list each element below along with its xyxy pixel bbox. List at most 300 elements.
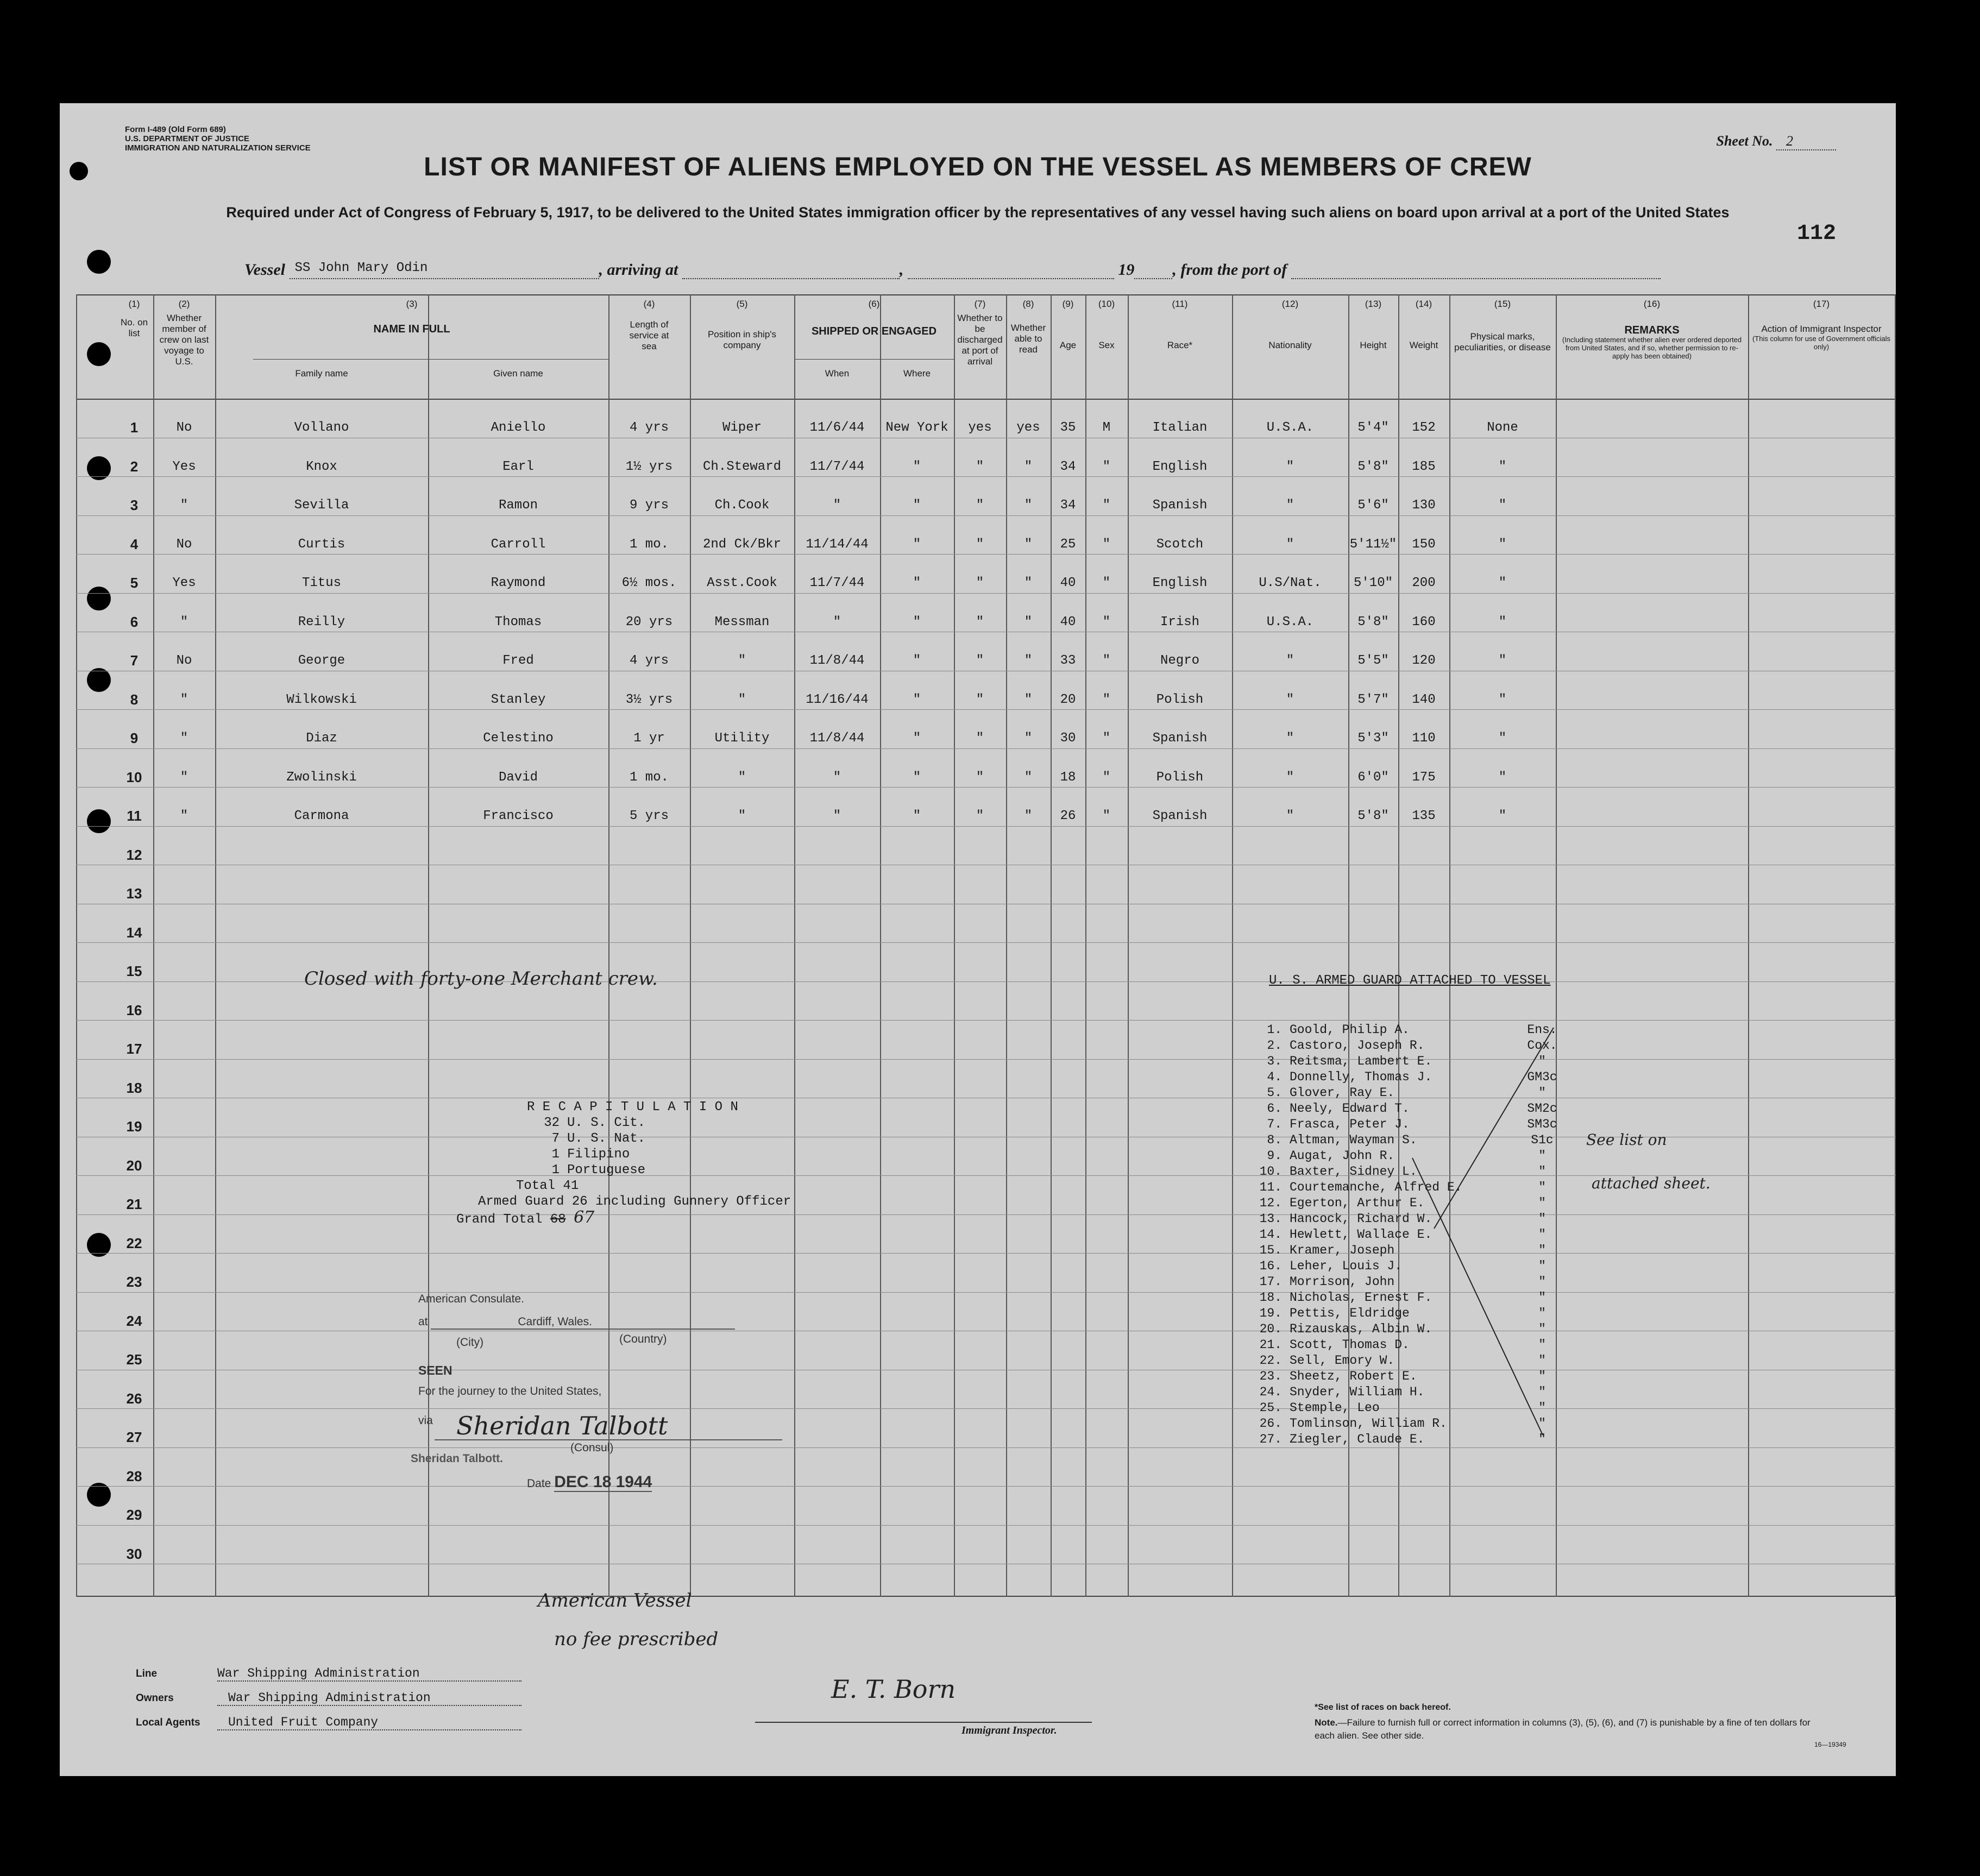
guard-rank: GM3c: [1527, 1070, 1557, 1084]
guard-number: 20.: [1259, 1322, 1282, 1336]
cell-position: Messman: [714, 614, 770, 629]
guard-number: 22.: [1259, 1354, 1282, 1368]
col5-header: (5) Position in ship's company: [707, 299, 777, 350]
guard-rank: ": [1538, 1338, 1546, 1352]
cell-position: Asst.Cook: [707, 576, 777, 590]
row-number: 14: [126, 924, 142, 941]
guard-rank: ": [1538, 1149, 1546, 1163]
row-number: 16: [126, 1002, 142, 1018]
consulate-stamp-consul-label: (Consul): [570, 1441, 614, 1454]
cell-sex: M: [1102, 420, 1111, 435]
consulate-stamp-rule: [435, 1439, 782, 1440]
guard-name: Rizauskas, Albin W.: [1290, 1322, 1432, 1336]
guard-name: Nicholas, Ernest F.: [1290, 1290, 1432, 1305]
cell-height: 5'8": [1357, 614, 1389, 629]
row-number: 5: [130, 575, 139, 591]
col14-header: (14) Weight: [1409, 299, 1438, 350]
row-number: 29: [126, 1507, 142, 1523]
col11-header: (11) Race*: [1167, 299, 1193, 350]
cell-sex: ": [1102, 653, 1111, 668]
guard-name: Ziegler, Claude E.: [1290, 1432, 1425, 1446]
cell-given: Thomas: [494, 614, 542, 629]
guard-name: Sheetz, Robert E.: [1290, 1369, 1417, 1383]
row-number: 26: [126, 1390, 142, 1407]
col8-header: (8) Whether able to read: [1010, 299, 1046, 355]
cell-where: ": [913, 653, 921, 668]
recap-count: 7: [551, 1131, 560, 1146]
footer-local-agents: Local Agents United Fruit Company: [136, 1715, 521, 1730]
races-note: *See list of races on back hereof.: [1315, 1703, 1451, 1712]
guard-name: Neely, Edward T.: [1290, 1101, 1410, 1116]
column-line: [1128, 294, 1129, 1597]
cell-read: ": [1024, 731, 1033, 746]
cell-where: ": [913, 770, 921, 785]
row-number: 28: [126, 1468, 142, 1484]
row-number: 4: [130, 536, 139, 552]
cell-position: ": [738, 809, 746, 823]
recap-label: Portuguese: [567, 1163, 646, 1178]
crew-table: [76, 294, 1896, 1650]
footer-owners: Owners War Shipping Administration: [136, 1690, 521, 1706]
guard-name: Tomlinson, William R.: [1290, 1417, 1447, 1431]
cell-sex: ": [1102, 731, 1111, 746]
cell-weight: 200: [1412, 576, 1436, 590]
guard-number: 21.: [1259, 1338, 1282, 1352]
cell-marks: ": [1498, 770, 1507, 785]
cell-service: 20 yrs: [625, 614, 673, 629]
cell-when: ": [833, 809, 841, 823]
vessel-label: Vessel: [244, 261, 285, 279]
cell-service: 3½ yrs: [625, 692, 673, 707]
cell-family: Sevilla: [294, 498, 349, 513]
guard-rank: ": [1538, 1401, 1546, 1415]
column-line: [1085, 294, 1086, 1597]
guard-rank: ": [1538, 1212, 1546, 1226]
cell-sex: ": [1102, 770, 1111, 785]
row-number: 6: [130, 613, 139, 630]
cell-age: 35: [1060, 420, 1076, 435]
guard-rank: ": [1538, 1054, 1546, 1068]
column-line: [1006, 294, 1007, 1597]
cell-height: 5'11½": [1349, 537, 1397, 552]
footer-line: Line War Shipping Administration: [136, 1666, 521, 1682]
guard-name: Hancock, Richard W.: [1290, 1212, 1432, 1226]
where-header: Where: [903, 368, 931, 379]
guard-rank: ": [1538, 1432, 1546, 1446]
vessel-line: Vessel SS John Mary Odin , arriving at , 19 , from the port of: [244, 261, 1661, 279]
guard-name: Courtemanche, Alfred E.: [1290, 1180, 1462, 1194]
cell-given: Aniello: [491, 420, 546, 435]
cell-where: ": [913, 731, 921, 746]
cell-where: ": [913, 459, 921, 474]
row-number: 30: [126, 1545, 142, 1562]
guard-rank: ": [1538, 1354, 1546, 1368]
cell-family: Knox: [306, 459, 337, 474]
guard-number: 15.: [1259, 1243, 1282, 1257]
row-number: 20: [126, 1157, 142, 1174]
cell-discharged: ": [976, 653, 984, 668]
cell-family: George: [298, 653, 345, 668]
guard-number: 1.: [1267, 1023, 1282, 1037]
guard-rank: ": [1538, 1243, 1546, 1257]
row-number: 1: [130, 419, 139, 436]
inspector-signature: E. T. Born: [831, 1674, 956, 1704]
remarks-note-line1: See list on: [1586, 1131, 1667, 1149]
recap-line: [456, 1115, 791, 1131]
cell-age: 40: [1060, 614, 1076, 629]
guard-rank: ": [1538, 1196, 1546, 1210]
cell-when: 11/7/44: [809, 459, 865, 474]
row-number: 13: [126, 885, 142, 902]
cell-race: English: [1152, 576, 1208, 590]
cell-when: 11/16/44: [806, 692, 869, 707]
cell-age: 18: [1060, 770, 1076, 785]
cell-position: ": [738, 692, 746, 707]
guard-number: 18.: [1259, 1290, 1282, 1305]
consulate-stamp-at: at Cardiff, Wales.: [418, 1315, 735, 1330]
cell-read: ": [1024, 770, 1033, 785]
cell-read: ": [1024, 576, 1033, 590]
guard-name: Reitsma, Lambert E.: [1290, 1054, 1432, 1068]
guard-number: 16.: [1259, 1259, 1282, 1273]
cell-weight: 140: [1412, 692, 1436, 707]
shipped-subheader-line: [794, 359, 954, 360]
sheet-value: 2: [1786, 133, 1793, 149]
recap-grand-total: Grand Total 68 67: [456, 1208, 595, 1227]
cell-last-voyage: ": [180, 498, 188, 513]
row-line: [76, 709, 1896, 710]
cell-where: ": [913, 498, 921, 513]
cell-service: 6½ mos.: [621, 576, 677, 590]
cell-read: yes: [1016, 420, 1040, 435]
row-line: [76, 1020, 1896, 1021]
cell-position: Utility: [714, 731, 770, 746]
recap-line: [456, 1147, 791, 1162]
guard-rank: ": [1538, 1164, 1546, 1179]
cell-family: Wilkowski: [286, 692, 357, 707]
row-line: [76, 593, 1896, 594]
row-number: 7: [130, 652, 139, 669]
guard-number: 13.: [1259, 1212, 1282, 1226]
service-name: IMMIGRATION AND NATURALIZATION SERVICE: [125, 143, 311, 153]
form-identifier: [125, 125, 311, 153]
guard-rank: Ens.: [1527, 1023, 1557, 1037]
guard-name: Sell, Emory W.: [1290, 1354, 1395, 1368]
recap-title: R E C A P I T U L A T I O N: [527, 1100, 738, 1115]
given-name-header: Given name: [493, 368, 543, 379]
cell-read: ": [1024, 809, 1033, 823]
cell-read: ": [1024, 498, 1033, 513]
col13-header: (13) Height: [1360, 299, 1387, 350]
guard-number: 26.: [1259, 1417, 1282, 1431]
arriving-value: [682, 261, 900, 279]
cell-weight: 120: [1412, 653, 1436, 668]
guard-name: Donnelly, Thomas J.: [1290, 1070, 1432, 1084]
guard-rank: ": [1538, 1385, 1546, 1399]
page-number: 112: [1796, 222, 1836, 246]
row-line: [76, 787, 1896, 788]
column-line: [954, 294, 955, 1597]
guard-name: Castoro, Joseph R.: [1290, 1038, 1425, 1053]
guard-rank: ": [1538, 1417, 1546, 1431]
recap-count: 1: [551, 1163, 560, 1178]
cell-nationality: ": [1286, 731, 1294, 746]
cell-position: 2nd Ck/Bkr: [702, 537, 782, 552]
sheet-number: [1717, 133, 1837, 150]
cell-family: Reilly: [298, 614, 345, 629]
guard-name: Baxter, Sidney L.: [1290, 1164, 1417, 1179]
cell-given: Stanley: [491, 692, 546, 707]
recap-armed-guard: Armed Guard 26 including Gunnery Officer: [478, 1194, 791, 1209]
guard-number: 27.: [1259, 1432, 1282, 1446]
consulate-stamp-date: Date DEC 18 1944: [527, 1473, 652, 1491]
cell-service: 1 mo.: [629, 770, 669, 785]
row-number: 27: [126, 1429, 142, 1445]
guard-number: 3.: [1267, 1054, 1282, 1068]
document-subtitle: Required under Act of Congress of February 5, 1917, to be delivered to the United States immigration officer by the representatives of any vessel having such aliens on board upon arrival at a port of the United States: [226, 204, 1730, 221]
guard-number: 4.: [1267, 1070, 1282, 1084]
guard-name: Stemple, Leo: [1290, 1401, 1380, 1415]
cell-discharged: ": [976, 537, 984, 552]
cell-last-voyage: Yes: [172, 459, 196, 474]
cell-race: Spanish: [1152, 731, 1208, 746]
cell-service: 9 yrs: [629, 498, 669, 513]
guard-name: Altman, Wayman S.: [1290, 1133, 1417, 1147]
cell-sex: ": [1102, 614, 1111, 629]
handwritten-note-line2: no fee prescribed: [554, 1628, 719, 1650]
recap-line: [456, 1162, 791, 1178]
col17-header: (17) Action of Immigrant Inspector (This column for use of Government officials only): [1752, 299, 1891, 351]
cell-discharged: yes: [968, 420, 992, 435]
consulate-stamp-via: via: [418, 1414, 433, 1427]
col9-header: (9) Age: [1059, 299, 1077, 350]
row-number: 15: [126, 963, 142, 979]
cell-when: 11/8/44: [809, 653, 865, 668]
cell-marks: ": [1498, 653, 1507, 668]
consulate-stamp-line1: American Consulate.: [418, 1293, 524, 1305]
cell-family: Curtis: [298, 537, 345, 552]
cell-last-voyage: ": [180, 770, 188, 785]
column-line: [153, 294, 154, 1597]
column-line: [215, 294, 216, 1597]
cell-discharged: ": [976, 770, 984, 785]
cell-height: 5'3": [1357, 731, 1389, 746]
consulate-stamp-city: (City): [456, 1336, 484, 1349]
guard-name: Glover, Ray E.: [1290, 1086, 1395, 1100]
col16-header: (16) REMARKS (Including statement whether alien ever ordered deported from United States, and if so, whether permission to re-apply has been obtained): [1562, 299, 1742, 360]
column-line: [880, 294, 881, 1597]
row-line: [76, 515, 1896, 516]
cell-discharged: ": [976, 809, 984, 823]
arriving-label: , arriving at: [599, 261, 678, 279]
cell-family: Diaz: [306, 731, 337, 746]
guard-rank: ": [1538, 1275, 1546, 1289]
vessel-value: SS John Mary Odin: [290, 261, 599, 279]
guard-rank: ": [1538, 1086, 1546, 1100]
row-line: [76, 1486, 1896, 1487]
cell-where: ": [913, 576, 921, 590]
cell-nationality: ": [1286, 459, 1294, 474]
consul-name: Sheridan Talbott.: [411, 1452, 503, 1465]
department-name: U.S. DEPARTMENT OF JUSTICE: [125, 134, 249, 143]
guard-number: 12.: [1259, 1196, 1282, 1210]
guard-number: 17.: [1259, 1275, 1282, 1289]
guard-name: Morrison, John: [1290, 1275, 1395, 1289]
recap-label: Filipino: [567, 1147, 630, 1162]
cell-read: ": [1024, 653, 1033, 668]
cell-given: Earl: [502, 459, 534, 474]
guard-number: 2.: [1267, 1038, 1282, 1053]
year-value: [1134, 261, 1172, 279]
cell-marks: ": [1498, 498, 1507, 513]
guard-name: Leher, Louis J.: [1290, 1259, 1403, 1273]
col3-header: (3) NAME IN FULL: [373, 299, 450, 335]
cell-marks: None: [1487, 420, 1518, 435]
col4-header: (4) Length of service at sea: [629, 299, 669, 351]
cell-marks: ": [1498, 731, 1507, 746]
cell-age: 33: [1060, 653, 1076, 668]
column-line: [76, 294, 77, 1597]
cell-where: ": [913, 692, 921, 707]
cell-when: 11/14/44: [806, 537, 869, 552]
guard-name: Pettis, Eldridge: [1290, 1306, 1410, 1320]
cell-height: 5'8": [1357, 459, 1389, 474]
guard-rank: ": [1538, 1290, 1546, 1305]
row-number: 21: [126, 1196, 142, 1212]
cell-age: 25: [1060, 537, 1076, 552]
cell-read: ": [1024, 692, 1033, 707]
cell-family: Vollano: [294, 420, 349, 435]
cell-height: 5'8": [1357, 809, 1389, 823]
cell-age: 40: [1060, 576, 1076, 590]
recap-count: 1: [551, 1147, 560, 1162]
recapitulation: [456, 1099, 791, 1227]
row-number: 9: [130, 730, 139, 746]
cell-service: 5 yrs: [629, 809, 669, 823]
col6-header: (6) SHIPPED OR ENGAGED: [811, 299, 937, 337]
guard-number: 5.: [1267, 1086, 1282, 1100]
guard-number: 19.: [1259, 1306, 1282, 1320]
cell-race: English: [1152, 459, 1208, 474]
cell-where: ": [913, 809, 921, 823]
guard-name: Scott, Thomas D.: [1290, 1338, 1410, 1352]
row-number: 24: [126, 1312, 142, 1329]
row-line: [76, 1525, 1896, 1526]
guard-rank: ": [1538, 1322, 1546, 1336]
when-header: When: [825, 368, 850, 379]
cell-race: Italian: [1152, 420, 1208, 435]
cell-weight: 152: [1412, 420, 1436, 435]
manifest-sheet: [60, 103, 1896, 1776]
punch-hole: [87, 250, 111, 274]
row-number: 25: [126, 1351, 142, 1368]
guard-number: 24.: [1259, 1385, 1282, 1399]
cell-given: Francisco: [483, 809, 554, 823]
cell-where: ": [913, 614, 921, 629]
row-number: 19: [126, 1118, 142, 1135]
cell-last-voyage: ": [180, 809, 188, 823]
cell-height: 6'0": [1357, 770, 1389, 785]
cell-when: ": [833, 614, 841, 629]
cell-last-voyage: ": [180, 731, 188, 746]
cell-when: 11/8/44: [809, 731, 865, 746]
cell-family: Titus: [301, 576, 341, 590]
document-title: LIST OR MANIFEST OF ALIENS EMPLOYED ON THE VESSEL AS MEMBERS OF CREW: [424, 153, 1532, 181]
cell-position: Ch.Cook: [714, 498, 770, 513]
guard-number: 8.: [1267, 1133, 1282, 1147]
armed-guard-title: U. S. ARMED GUARD ATTACHED TO VESSEL: [1269, 973, 1551, 988]
cell-nationality: ": [1286, 770, 1294, 785]
guard-name: Frasca, Peter J.: [1290, 1117, 1410, 1131]
col2-header: (2) Whether member of crew on last voyage to U.S.: [159, 299, 209, 367]
cell-weight: 150: [1412, 537, 1436, 552]
row-number: 8: [130, 691, 139, 708]
cell-height: 5'6": [1357, 498, 1389, 513]
cell-weight: 135: [1412, 809, 1436, 823]
cell-sex: ": [1102, 498, 1111, 513]
cell-height: 5'5": [1357, 653, 1389, 668]
column-line: [690, 294, 691, 1597]
cell-race: Scotch: [1156, 537, 1204, 552]
arriving-date-value: [908, 261, 1114, 279]
guard-rank: ": [1538, 1180, 1546, 1194]
remarks-note-line2: attached sheet.: [1592, 1174, 1711, 1192]
cell-last-voyage: Yes: [172, 576, 196, 590]
cell-marks: ": [1498, 692, 1507, 707]
cell-nationality: ": [1286, 692, 1294, 707]
cell-last-voyage: No: [176, 653, 192, 668]
table-top-border: [76, 294, 1896, 295]
guard-name: Egerton, Arthur E.: [1290, 1196, 1425, 1210]
cell-where: ": [913, 537, 921, 552]
header-bottom-border: [76, 399, 1896, 400]
cell-when: 11/7/44: [809, 576, 865, 590]
guard-number: 23.: [1259, 1369, 1282, 1383]
cross-out-mark: [1391, 1022, 1570, 1440]
name-subheader-line: [253, 359, 608, 360]
cell-age: 30: [1060, 731, 1076, 746]
row-number: 18: [126, 1079, 142, 1096]
cell-race: Negro: [1160, 653, 1199, 668]
row-line: [76, 554, 1896, 555]
cell-sex: ": [1102, 809, 1111, 823]
column-line: [1748, 294, 1749, 1597]
table-bottom-border: [76, 1596, 1896, 1597]
recap-total: Total 41: [516, 1179, 579, 1193]
cell-age: 34: [1060, 459, 1076, 474]
cell-weight: 185: [1412, 459, 1436, 474]
cell-discharged: ": [976, 614, 984, 629]
cell-given: Fred: [502, 653, 534, 668]
cell-age: 34: [1060, 498, 1076, 513]
sheet-label: Sheet No.: [1716, 133, 1773, 149]
cell-race: Spanish: [1152, 809, 1208, 823]
form-code: 16—19349: [1814, 1741, 1846, 1748]
column-line: [1895, 294, 1896, 1597]
consulate-stamp-journey: For the journey to the United States,: [418, 1385, 602, 1397]
cell-last-voyage: No: [176, 420, 192, 435]
row-line: [76, 826, 1896, 827]
cell-race: Polish: [1156, 692, 1204, 707]
guard-name: Snyder, William H.: [1290, 1385, 1425, 1399]
recap-label: U. S. Cit.: [567, 1116, 646, 1130]
cell-discharged: ": [976, 459, 984, 474]
guard-rank: ": [1538, 1259, 1546, 1273]
guard-number: 11.: [1259, 1180, 1282, 1194]
cell-when: ": [833, 498, 841, 513]
guard-rank: Cox.: [1527, 1038, 1557, 1053]
cell-nationality: ": [1286, 809, 1294, 823]
